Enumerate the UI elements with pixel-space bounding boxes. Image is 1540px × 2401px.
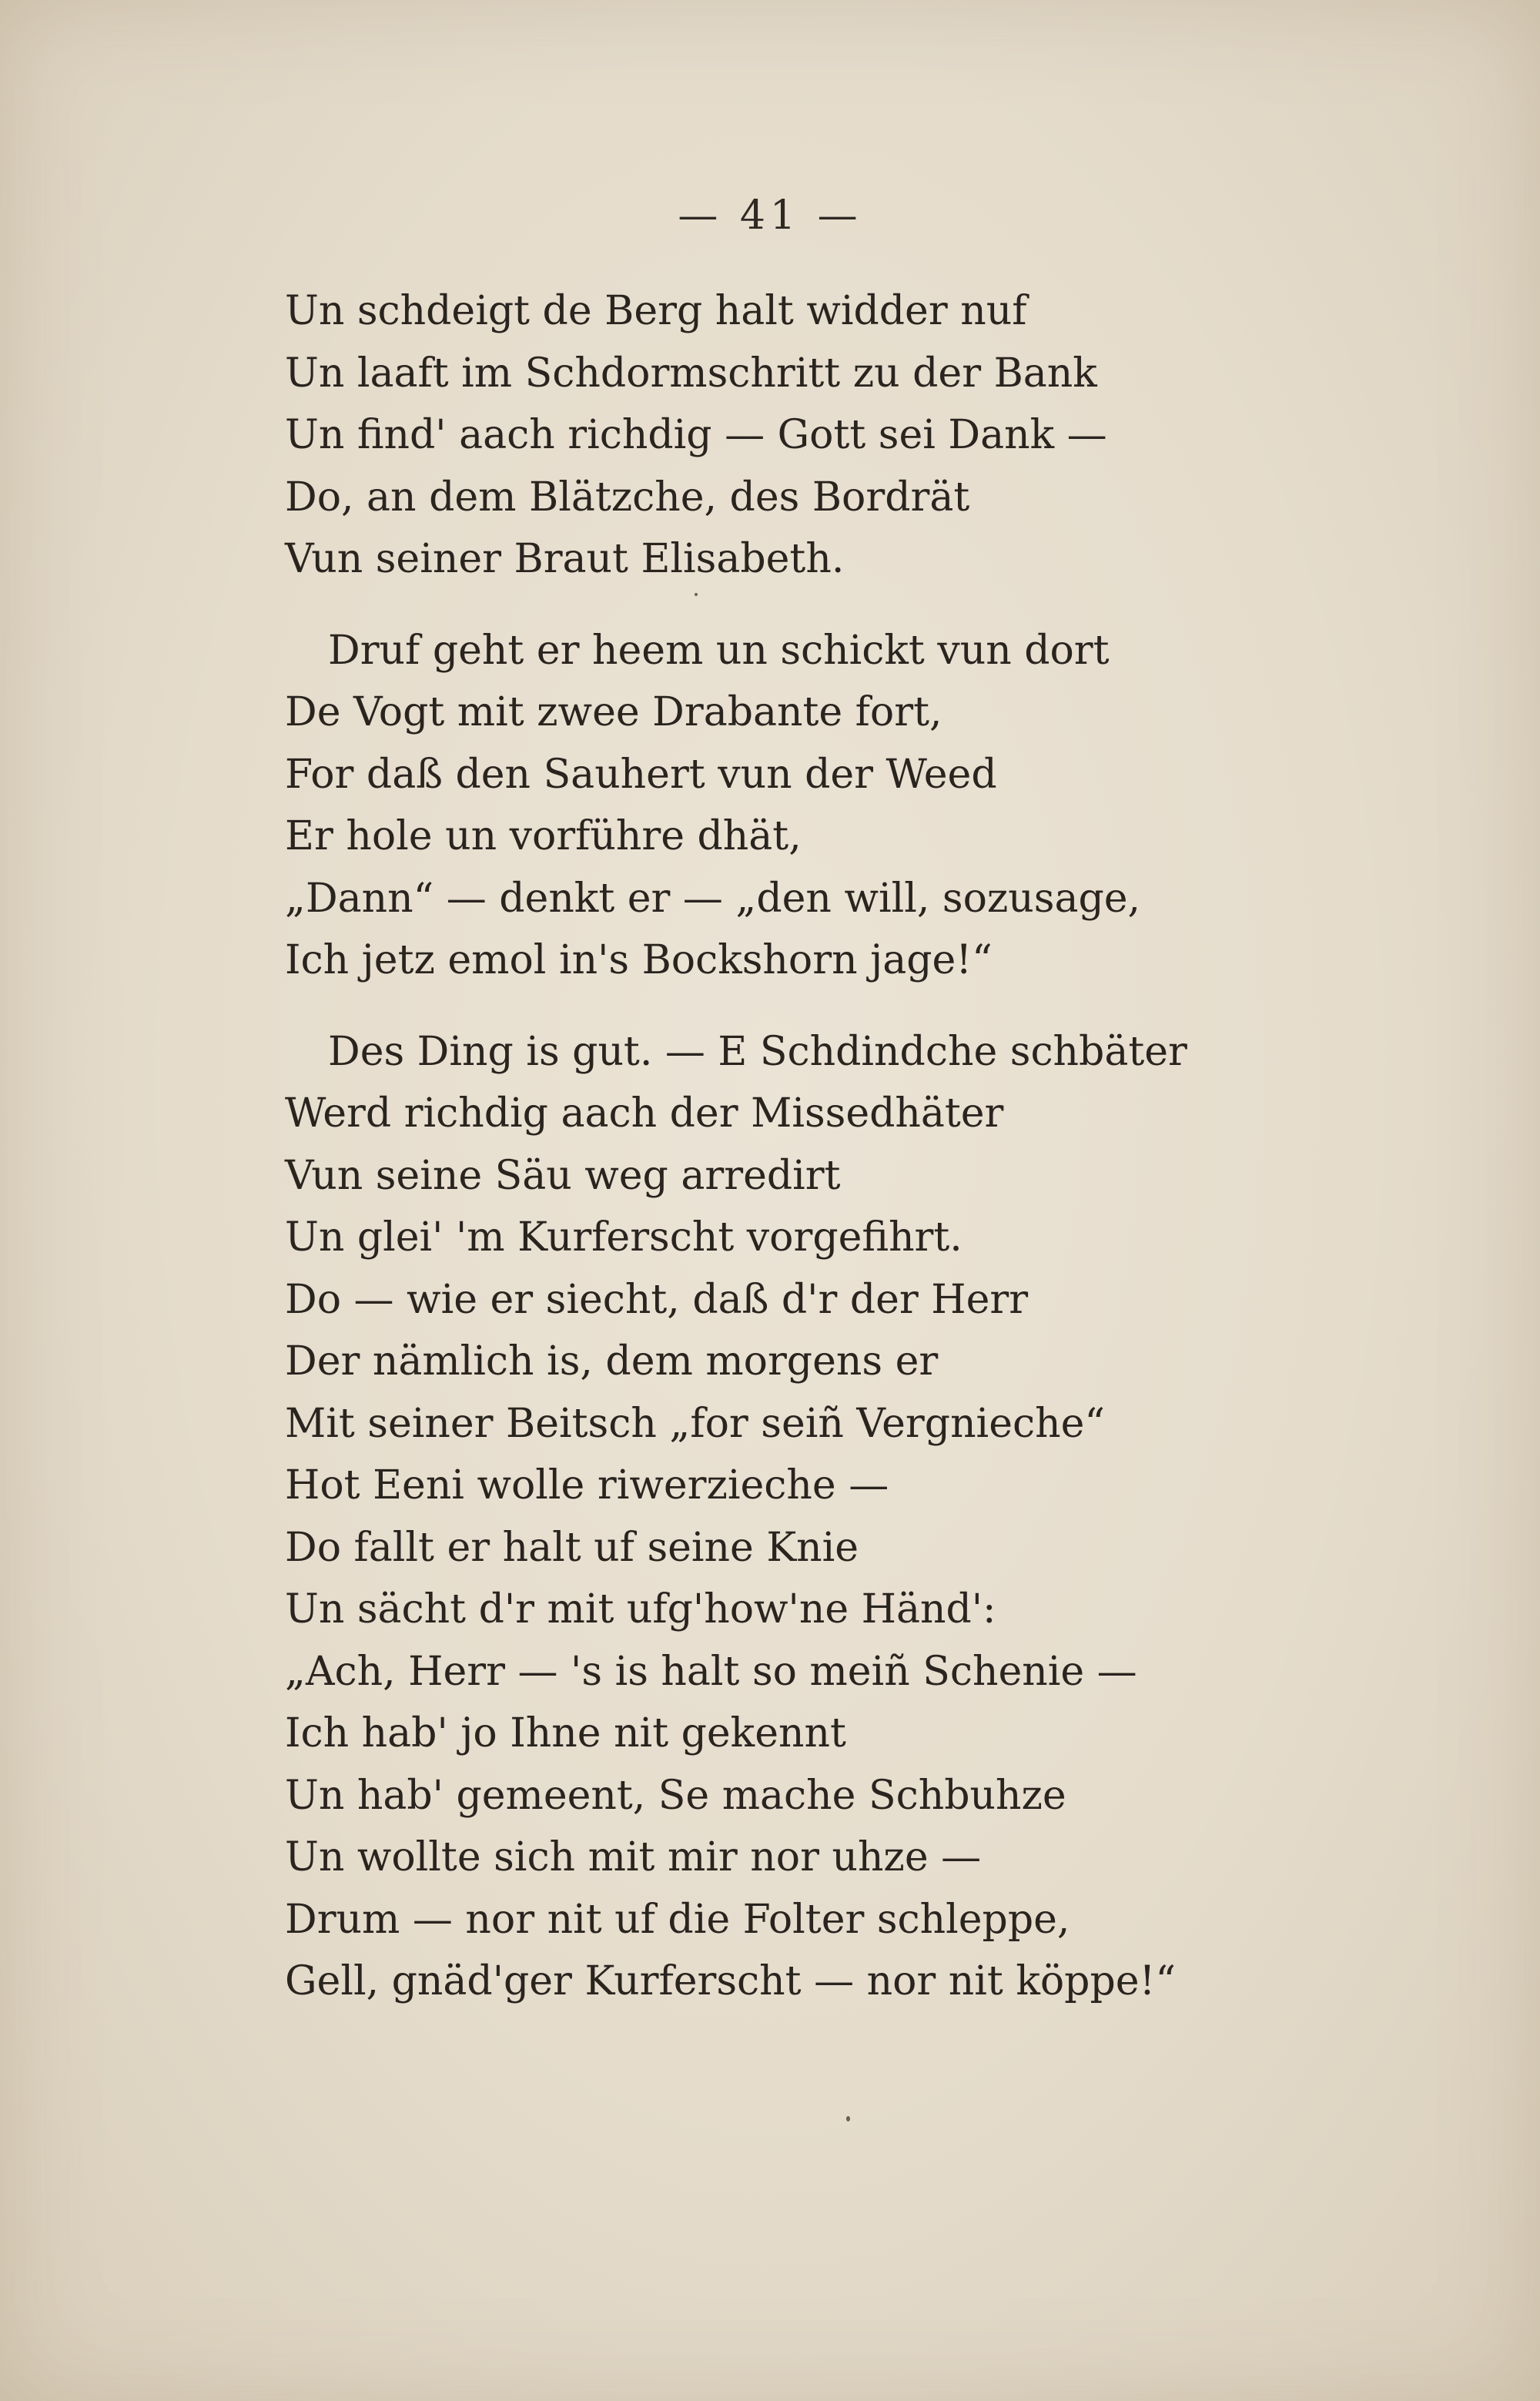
poem-line: Vun seiner Braut Elisabeth. <box>285 536 845 582</box>
poem-line: Des Ding is gut. — E Schdindche schbäter <box>328 1028 1187 1075</box>
poem-line: Un glei' 'm Kurferscht vorgefihrt. <box>285 1214 962 1261</box>
poem-text <box>285 280 1286 2013</box>
poem-line: Hot Eeni wolle riwerzieche — <box>285 1462 889 1509</box>
poem-line: Un find' aach richdig — Gott sei Dank — <box>285 412 1107 458</box>
poem-line: De Vogt mit zwee Drabante fort, <box>285 689 942 735</box>
stanza-1 <box>285 280 1286 591</box>
poem-line: „Dann“ — denkt er — „den will, sozusage, <box>285 875 1141 922</box>
poem-line: „Ach, Herr — 's is halt so meiñ Schenie — <box>285 1648 1137 1695</box>
poem-line: Er hole un vorführe dhät, <box>285 813 802 859</box>
poem-line: Druf geht er heem un schickt vun dort <box>328 627 1110 674</box>
poem-line: Un sächt d'r mit ufg'how'ne Händ': <box>285 1586 996 1632</box>
page-number: — 41 — <box>678 193 862 239</box>
poem-line: Drum — nor nit uf die Folter schleppe, <box>285 1896 1070 1943</box>
stanza-2 <box>285 620 1286 992</box>
stanza-3 <box>285 1021 1286 2013</box>
poem-line: Un hab' gemeent, Se mache Schbuhze <box>285 1772 1066 1819</box>
poem-line: Mit seiner Beitsch „for seiñ Vergnieche“ <box>285 1400 1105 1447</box>
poem-line: Vun seine Säu weg arredirt <box>285 1152 841 1199</box>
poem-line: Der nämlich is, dem morgens er <box>285 1338 939 1385</box>
poem-line: Do, an dem Blätzche, des Bordrät <box>285 474 970 521</box>
poem-line: Werd richdig aach der Missedhäter <box>285 1090 1004 1137</box>
poem-line: Un wollte sich mit mir nor uhze — <box>285 1834 982 1880</box>
poem-line: Gell, gnäd'ger Kurferscht — nor nit köppe!“ <box>285 1958 1176 2004</box>
poem-line: Un schdeigt de Berg halt widder nuf <box>285 288 1027 334</box>
poem-line: Ich jetz emol in's Bockshorn jage!“ <box>285 937 993 983</box>
paper-speck <box>695 593 698 596</box>
poem-line: For daß den Sauhert vun der Weed <box>285 751 997 798</box>
poem-line: Un laaft im Schdormschritt zu der Bank <box>285 350 1097 397</box>
poem-line: Ich hab' jo Ihne nit gekennt <box>285 1710 846 1756</box>
poem-line: Do fallt er halt uf seine Knie <box>285 1524 859 1571</box>
poem-line: Do — wie er siecht, daß d'r der Herr <box>285 1276 1029 1323</box>
paper-speck <box>846 2116 850 2121</box>
